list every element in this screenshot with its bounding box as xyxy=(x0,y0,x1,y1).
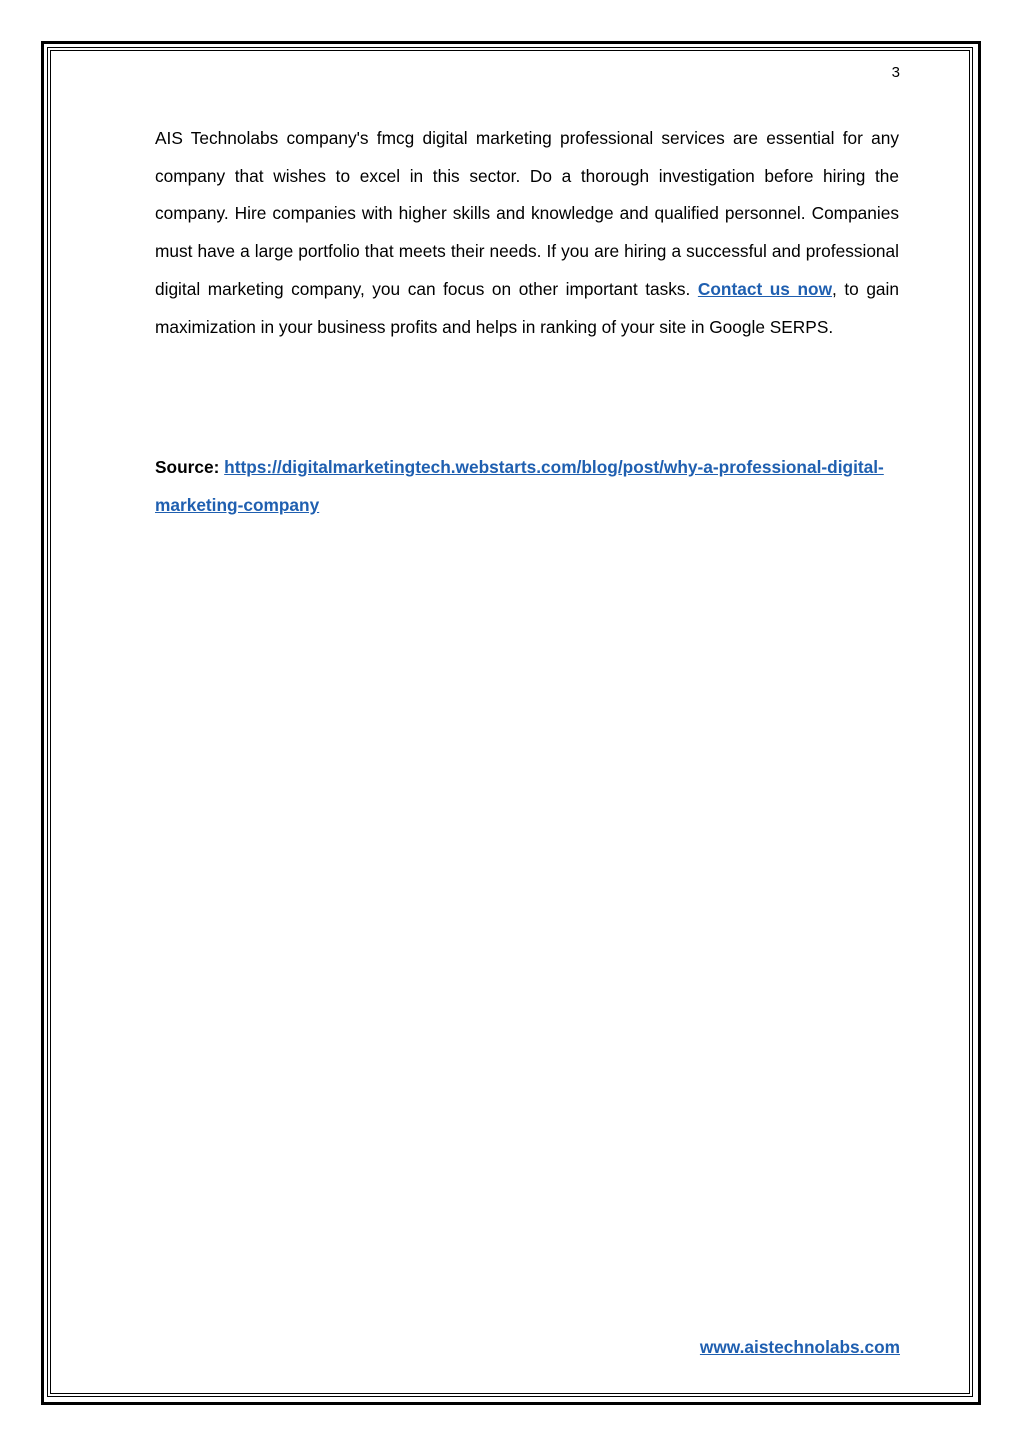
website-link[interactable]: www.aistechnolabs.com xyxy=(699,1337,900,1357)
contact-us-link[interactable]: Contact us now xyxy=(697,278,833,299)
body-paragraph xyxy=(155,120,899,346)
source-line xyxy=(155,449,899,524)
paragraph-text-end: , to gain maximization in your business profits and helps in ranking of your site in Google SERPS. xyxy=(155,278,899,337)
paragraph-text-start: AIS Technolabs company's fmcg digital marketing professional services are essential for any company that wishes to excel in this sector. Do a thorough investigation before hiring the company. Hire companies with higher skills and knowledge and qualified personnel. Companies must have a large portfolio that meets their needs. If you are hiring a successful and professional digital marketing company, you can focus on other important tasks. xyxy=(155,128,899,299)
footer xyxy=(600,1337,900,1358)
page-number: 3 xyxy=(891,64,900,81)
source-url-link[interactable]: https://digitalmarketingtech.webstarts.com/blog/post/why-a-professional-digital-marketing-company xyxy=(155,457,884,515)
source-label: Source: xyxy=(155,457,220,477)
